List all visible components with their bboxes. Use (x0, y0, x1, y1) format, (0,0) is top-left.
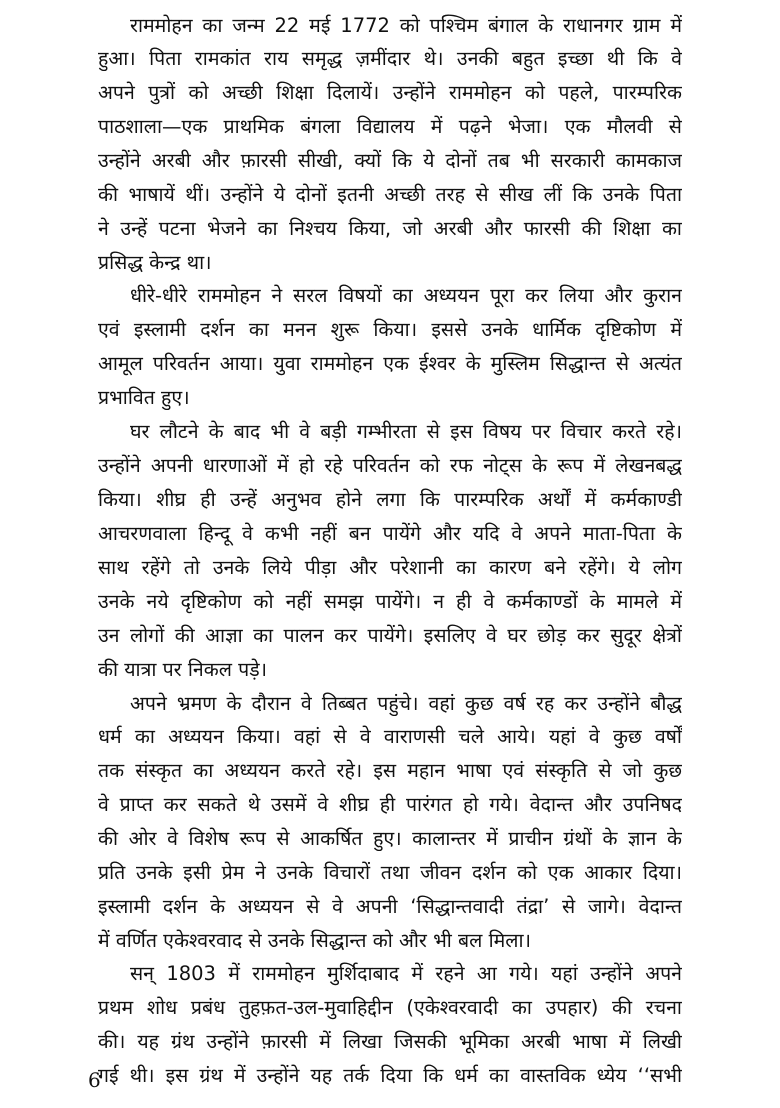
text-line: उन्होंने अपनी धारणाओं में हो रहे परिवर्तन को रफ नोट्स के रूप में लेखनबद्ध (98, 454, 682, 477)
text-line: ने उन्हें पटना भेजने का निश्चय किया, जो अरबी और फारसी की शिक्षा का (98, 217, 682, 240)
text-line: प्रसिद्ध केन्द्र था। (98, 251, 212, 274)
text-line: उनके नये दृष्टिकोण को नहीं समझ पायेंगे। न ही वे कर्मकाण्डों के मामले में (98, 590, 682, 613)
text-line: अपने भ्रमण के दौरान वे तिब्बत पहुंचे। वहां कुछ वर्ष रह कर उन्होंने बौद्ध (130, 692, 682, 715)
text-line: वे प्राप्त कर सकते थे उसमें वे शीघ्र ही पारंगत हो गये। वेदान्त और उपनिषद (98, 793, 682, 816)
text-line: किया। शीघ्र ही उन्हें अनुभव होने लगा कि पारम्परिक अर्थों में कर्मकाण्डी (98, 488, 682, 511)
text-line: आचरणवाला हिन्दू वे कभी नहीं बन पायेंगे और यदि वे अपने माता-पिता के (98, 522, 682, 545)
text-line: साथ रहेंगे तो उनके लिये पीड़ा और परेशानी का कारण बने रहेंगे। ये लोग (98, 556, 682, 579)
text-line: हुआ। पिता रामकांत राय समृद्ध ज़मींदार थे। उनकी बहुत इच्छा थी कि वे (98, 47, 682, 70)
text-line: पाठशाला—एक प्राथमिक बंगला विद्यालय में पढ़ने भेजा। एक मौलवी से (98, 115, 682, 138)
text-line: उन लोगों की आज्ञा का पालन कर पायेंगे। इसलिए वे घर छोड़ कर सुदूर क्षेत्रों (98, 624, 682, 647)
text-line: धर्म का अध्ययन किया। वहां से वे वाराणसी चले आये। यहां वे कुछ वर्षों (98, 725, 682, 748)
text-line: की यात्रा पर निकल पड़े। (98, 658, 268, 681)
text-line: तक संस्कृत का अध्ययन करते रहे। इस महान भाषा एवं संस्कृति से जो कुछ (98, 759, 682, 782)
page-number: 6 (88, 1068, 101, 1092)
text-line: आमूल परिवर्तन आया। युवा राममोहन एक ईश्वर के मुस्लिम सिद्धान्त से अत्यंत (98, 352, 682, 375)
text-line: गई थी। इस ग्रंथ में उन्होंने यह तर्क दिया कि धर्म का वास्तविक ध्येय ‘‘सभी (98, 1064, 682, 1087)
text-line: की। यह ग्रंथ उन्होंने फ़ारसी में लिखा जिसकी भूमिका अरबी भाषा में लिखी (98, 1030, 682, 1053)
text-line: की ओर वे विशेष रूप से आकर्षित हुए। कालान्तर में प्राचीन ग्रंथों के ज्ञान के (98, 827, 682, 850)
text-line: सन् 1803 में राममोहन मुर्शिदाबाद में रहने आ गये। यहां उन्होंने अपने (130, 962, 682, 985)
text-line: धीरे-धीरे राममोहन ने सरल विषयों का अध्ययन पूरा कर लिया और कुरान (130, 284, 682, 307)
text-line: इस्लामी दर्शन के अध्ययन से वे अपनी ‘सिद्धान्तवादी तंद्रा’ से जागे। वेदान्त (98, 895, 682, 918)
text-line: प्रभावित हुए। (98, 386, 190, 409)
text-line: की भाषायें थीं। उन्होंने ये दोनों इतनी अच्छी तरह से सीख लीं कि उनके पिता (98, 183, 682, 206)
text-line: प्रति उनके इसी प्रेम ने उनके विचारों तथा जीवन दर्शन को एक आकार दिया। (98, 861, 682, 884)
text-line: उन्होंने अरबी और फ़ारसी सीखी, क्यों कि ये दोनों तब भी सरकारी कामकाज (98, 149, 682, 172)
text-line: घर लौटने के बाद भी वे बड़ी गम्भीरता से इस विषय पर विचार करते रहे। (130, 420, 682, 443)
text-line: में वर्णित एकेश्वरवाद से उनके सिद्धान्त को और भी बल मिला। (98, 929, 531, 952)
text-line: अपने पुत्रों को अच्छी शिक्षा दिलायें। उन्होंने राममोहन को पहले, पारम्परिक (98, 81, 682, 104)
text-line: एवं इस्लामी दर्शन का मनन शुरू किया। इससे उनके धार्मिक दृष्टिकोण में (98, 318, 682, 341)
text-line: प्रथम शोध प्रबंध तुहफ़त-उल-मुवाहिद्दीन (एकेश्वरवादी का उपहार) की रचना (98, 996, 682, 1019)
text-line: राममोहन का जन्म 22 मई 1772 को पश्चिम बंगाल के राधानगर ग्राम में (130, 14, 682, 37)
